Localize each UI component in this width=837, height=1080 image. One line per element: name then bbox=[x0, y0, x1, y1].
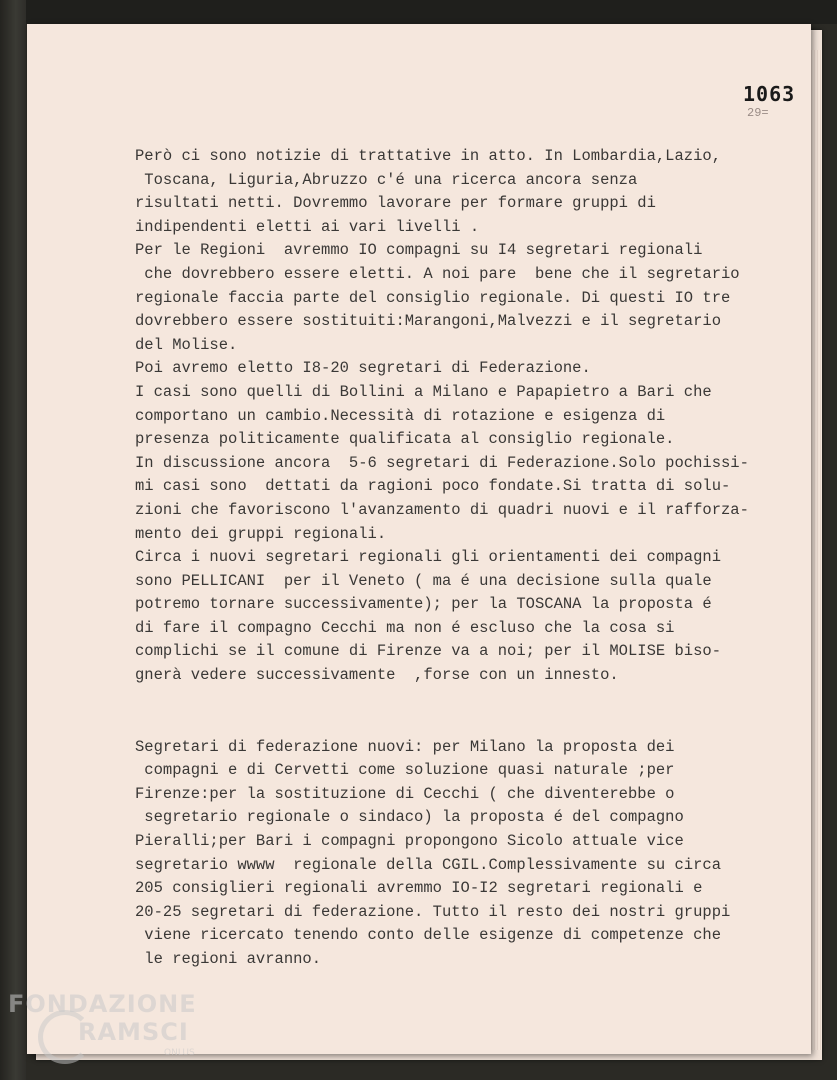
typed-body-text bbox=[135, 145, 825, 972]
text-line: I casi sono quelli di Bollini a Milano e Papapietro a Bari che bbox=[135, 382, 712, 401]
text-line: di fare il compagno Cecchi ma non é escluso che la cosa si bbox=[135, 618, 675, 637]
page-sub-number: 29= bbox=[747, 106, 769, 120]
text-line: presenza politicamente qualificata al consiglio regionale. bbox=[135, 430, 675, 449]
text-line: Per le Regioni avremmo IO compagni su I4 segretari regionali bbox=[135, 241, 703, 260]
paragraph-gap bbox=[135, 688, 825, 736]
text-line: zioni che favoriscono l'avanzamento di quadri nuovi e il rafforza- bbox=[135, 500, 749, 519]
text-line: segretario regionale o sindaco) la proposta é del compagno bbox=[135, 808, 684, 827]
top-dark-strip bbox=[0, 0, 837, 24]
archive-watermark-logo bbox=[4, 990, 214, 1070]
text-line: potremo tornare successivamente); per la TOSCANA la proposta é bbox=[135, 595, 712, 614]
watermark-line-2: RAMSCI bbox=[78, 1018, 189, 1046]
text-line: regionale faccia parte del consiglio regionale. Di questi IO tre bbox=[135, 288, 731, 307]
text-line: risultati netti. Dovremmo lavorare per formare gruppi di bbox=[135, 194, 656, 213]
document-page bbox=[27, 24, 811, 1054]
text-line: Poi avremo eletto I8-20 segretari di Federazione. bbox=[135, 359, 591, 378]
text-line: Circa i nuovi segretari regionali gli orientamenti dei compagni bbox=[135, 548, 721, 567]
text-line: Però ci sono notizie di trattative in atto. In Lombardia,Lazio, bbox=[135, 147, 721, 165]
text-line: dovrebbero essere sostituiti:Marangoni,Malvezzi e il segretario bbox=[135, 312, 721, 331]
text-line: compagni e di Cervetti come soluzione quasi naturale ;per bbox=[135, 761, 675, 780]
text-line: indipendenti eletti ai vari livelli . bbox=[135, 217, 480, 236]
text-line: sono PELLICANI per il Veneto ( ma é una decisione sulla quale bbox=[135, 571, 712, 590]
watermark-small-text: ONLUS bbox=[164, 1048, 195, 1058]
paragraph-2 bbox=[135, 736, 825, 972]
text-line: che dovrebbero essere eletti. A noi pare bene che il segretario bbox=[135, 264, 740, 283]
text-line: In discussione ancora 5-6 segretari di Federazione.Solo pochissi- bbox=[135, 453, 749, 472]
text-line: mento dei gruppi regionali. bbox=[135, 524, 387, 543]
text-line: Toscana, Liguria,Abruzzo c'é una ricerca ancora senza bbox=[135, 170, 638, 189]
text-line: Pieralli;per Bari i compagni propongono Sicolo attuale vice bbox=[135, 832, 684, 851]
watermark-line-1: FONDAZIONE bbox=[8, 990, 197, 1018]
text-line: le regioni avranno. bbox=[135, 950, 322, 968]
text-line: Segretari di federazione nuovi: per Milano la proposta dei bbox=[135, 737, 675, 756]
text-line: gnerà vedere successivamente ,forse con un innesto. bbox=[135, 666, 619, 685]
paragraph-1 bbox=[135, 145, 825, 688]
text-line: Firenze:per la sostituzione di Cecchi ( che diventerebbe o bbox=[135, 784, 675, 803]
text-line: 205 consiglieri regionali avremmo IO-I2 segretari regionali e bbox=[135, 879, 703, 898]
text-line: comportano un cambio.Necessità di rotazione e esigenza di bbox=[135, 406, 666, 425]
text-line: segretario ᴡᴡᴡᴡ regionale della CGIL.Complessivamente su circa bbox=[135, 855, 721, 874]
text-line: complichi se il comune di Firenze va a noi; per il MOLISE biso- bbox=[135, 642, 721, 661]
page-number: 1063 bbox=[743, 82, 796, 106]
text-line: 20-25 segretari di federazione. Tutto il resto dei nostri gruppi bbox=[135, 902, 731, 921]
text-line: viene ricercato tenendo conto delle esigenze di competenze che bbox=[135, 926, 721, 945]
text-line: del Molise. bbox=[135, 335, 238, 354]
binder-edge bbox=[0, 0, 26, 1080]
text-line: mi casi sono dettati da ragioni poco fondate.Si tratta di solu- bbox=[135, 477, 731, 496]
